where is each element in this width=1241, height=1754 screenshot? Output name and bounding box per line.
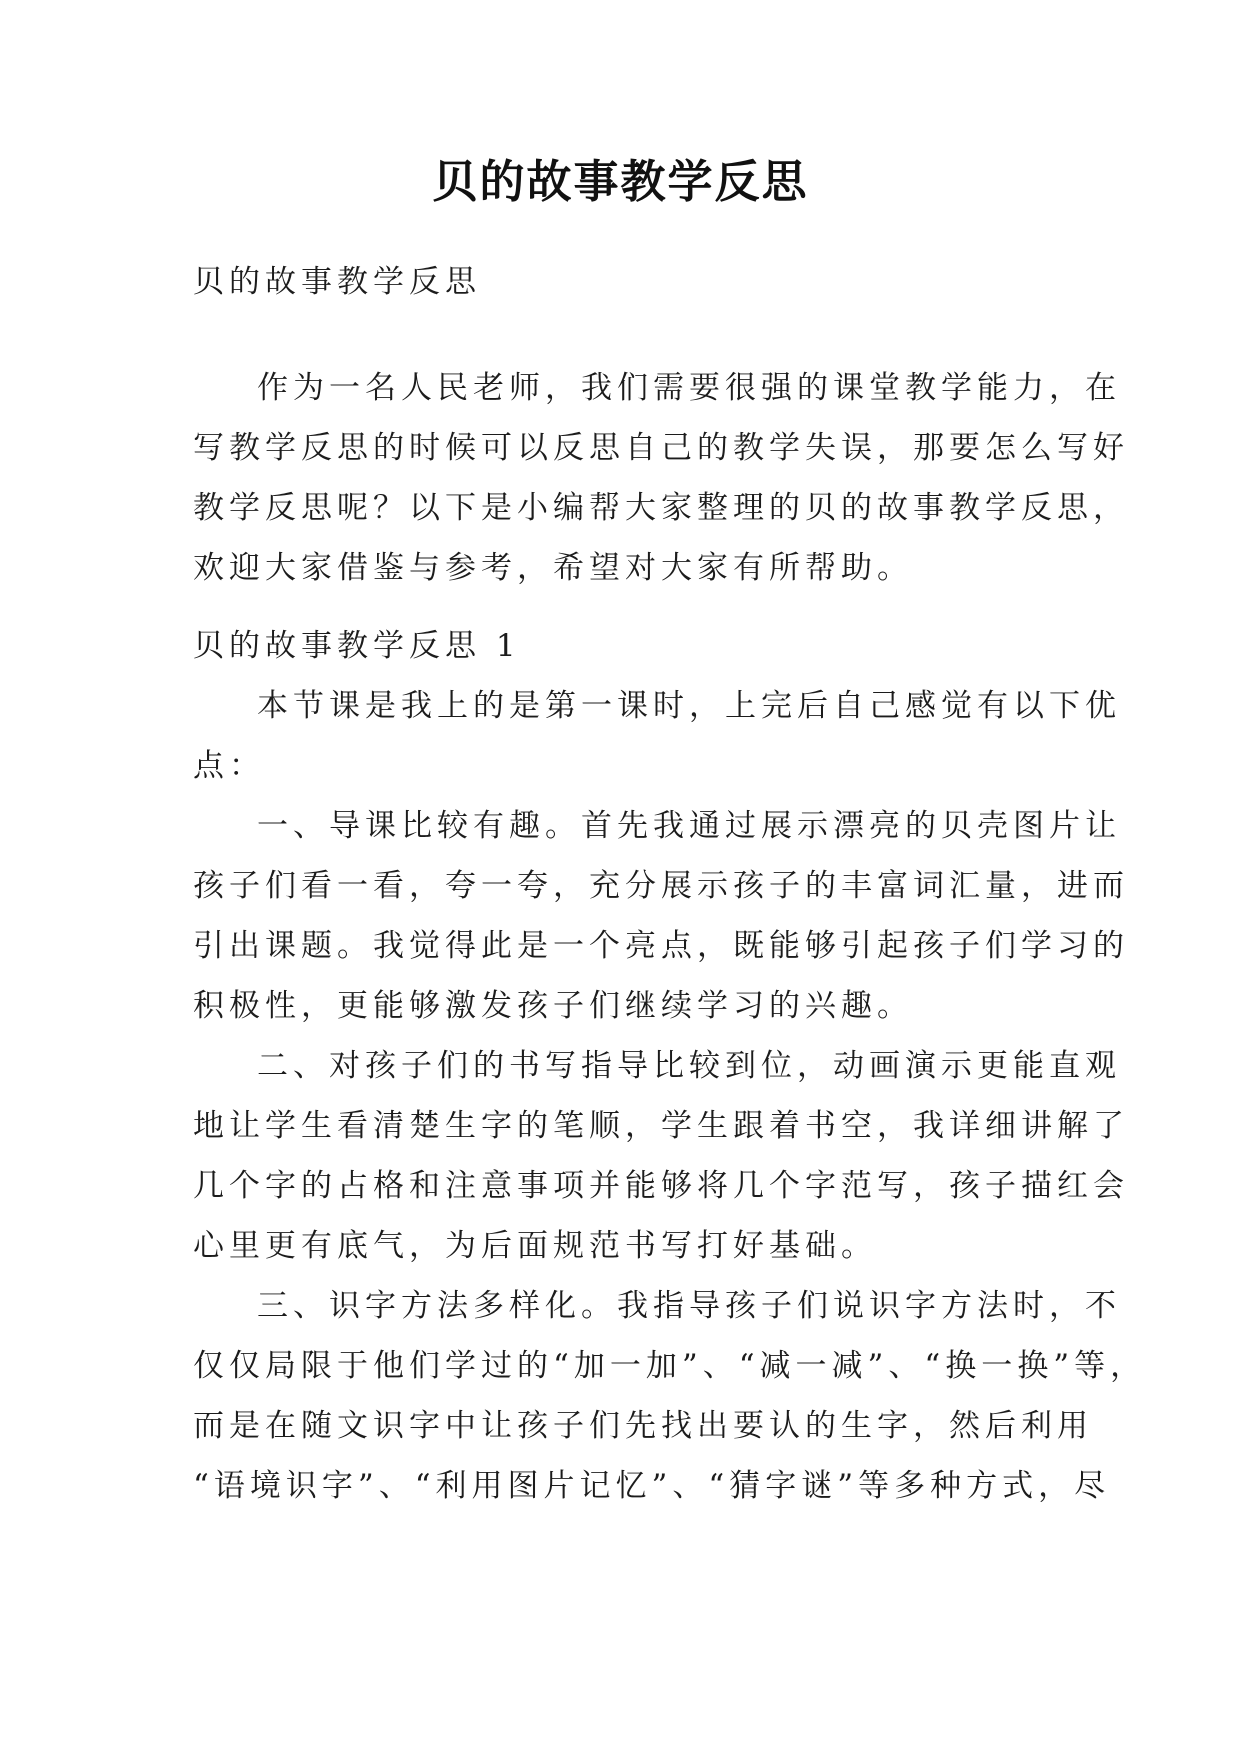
- section-heading: 贝的故事教学反思 1: [193, 628, 521, 664]
- paragraph-line: 引出课题。我觉得此是一个亮点，既能够引起孩子们学习的: [193, 928, 1129, 964]
- intro-line: 写教学反思的时候可以反思自己的教学失误，那要怎么写好: [193, 430, 1129, 466]
- document-subtitle: 贝的故事教学反思: [193, 264, 481, 300]
- section-block: [193, 616, 1147, 1516]
- paragraph-line: 地让学生看清楚生字的笔顺，学生跟着书空，我详细讲解了: [193, 1108, 1129, 1144]
- intro-line: 欢迎大家借鉴与参考，希望对大家有所帮助。: [193, 550, 913, 586]
- paragraph-line: 孩子们看一看，夸一夸，充分展示孩子的丰富词汇量，进而: [193, 868, 1129, 904]
- paragraph-line: 几个字的占格和注意事项并能够将几个字范写，孩子描红会: [193, 1168, 1129, 1204]
- intro-paragraph: [193, 358, 1129, 598]
- paragraph-line: 点：: [193, 748, 265, 784]
- paragraph-line: 而是在随文识字中让孩子们先找出要认的生字，然后利用: [193, 1408, 1093, 1444]
- paragraph-line: 三、识字方法多样化。我指导孩子们说识字方法时，不: [257, 1288, 1121, 1324]
- paragraph-line: 积极性，更能够激发孩子们继续学习的兴趣。: [193, 988, 913, 1024]
- document-title: 贝的故事教学反思: [432, 155, 809, 208]
- paragraph-line: 本节课是我上的是第一课时，上完后自己感觉有以下优: [257, 688, 1121, 724]
- intro-line: 教学反思呢？以下是小编帮大家整理的贝的故事教学反思，: [193, 490, 1129, 526]
- paragraph-line: 二、对孩子们的书写指导比较到位，动画演示更能直观: [257, 1048, 1121, 1084]
- document-subtitle-block: [193, 252, 1053, 312]
- paragraph-line: 仅仅局限于他们学过的“加一加”、“减一减”、“换一换”等，: [193, 1348, 1147, 1384]
- intro-line: 作为一名人民老师，我们需要很强的课堂教学能力，在: [257, 370, 1121, 406]
- paragraph-line: 一、导课比较有趣。首先我通过展示漂亮的贝壳图片让: [257, 808, 1121, 844]
- paragraph-line: “语境识字”、“利用图片记忆”、“猜字谜”等多种方式，尽: [193, 1468, 1111, 1504]
- paragraph-line: 心里更有底气，为后面规范书写打好基础。: [193, 1228, 877, 1264]
